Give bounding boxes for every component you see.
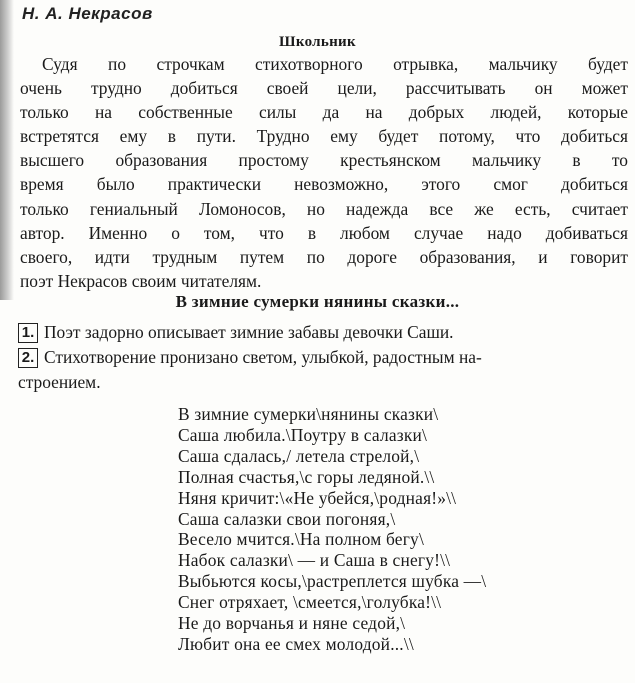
note-text-continuation: строением. [18, 372, 101, 392]
essay-line: только гениальный Ломоносов, но надежда все же есть, считает [20, 198, 628, 219]
essay-line: встретятся ему в пути. Трудно ему будет потому, что добиться [20, 126, 628, 147]
poem-line: Снег отряхает, \смеется,\голубка!\\ [178, 592, 442, 613]
poem-excerpt [178, 404, 618, 655]
poem-line: Выбьются косы,\растреплется шубка —\ [178, 571, 487, 592]
poem-title: В зимние сумерки нянины сказки... [175, 292, 460, 311]
note-number-box: 1. [18, 323, 38, 343]
note-text: Поэт задорно описывает зимние забавы девочки Саши. [44, 322, 454, 342]
essay-line: время было практически невозможно, этого смог добиться [20, 174, 628, 195]
note-text: Стихотворение пронизано светом, улыбкой, радостным на- [44, 347, 482, 367]
poem-line: Не до ворчанья и няне седой,\ [178, 613, 406, 634]
poem-line: Набок салазки\ — и Саша в снегу!\\ [178, 550, 451, 571]
note-item [18, 345, 630, 395]
essay-title: Школьник [279, 34, 356, 50]
analysis-notes [18, 320, 630, 395]
poem-line: Саша любила.\Поутру в салазки\ [178, 424, 428, 445]
poem-line: Няня кричит:\«Не убейся,\родная!»\\ [178, 487, 457, 508]
essay-paragraph [20, 52, 628, 293]
essay-line: своего, идти трудным путем по дороге образования, и говорит [20, 246, 628, 267]
poem-line: В зимние сумерки\нянины сказки\ [178, 404, 439, 424]
note-number-box: 2. [18, 348, 38, 368]
author-heading: Н. А. Некрасов [22, 4, 153, 23]
poem-line: Саша салазки свои погоняя,\ [178, 508, 396, 529]
essay-line: очень трудно добиться своей цели, рассчитывать он может [20, 78, 628, 99]
essay-line: высшего образования простому крестьянском мальчику в то [20, 150, 628, 171]
essay-line: автор. Именно о том, что в любом случае надо добиваться [20, 222, 628, 243]
essay-line: Судя по строчкам стихотворного отрывка, мальчику будет [42, 54, 628, 74]
poem-line: Любит она ее смех молодой...\\ [178, 633, 414, 654]
poem-line: Весело мчится.\На полном бегу\ [178, 529, 424, 550]
essay-line: только на собственные силы да на добрых людей, которые [20, 102, 628, 123]
essay-line: поэт Некрасов своим читателям. [20, 270, 262, 291]
poem-line: Полная счастья,\с горы ледяной.\\ [178, 466, 435, 487]
poem-line: Саша сдалась,/ летела стрелой,\ [178, 445, 420, 466]
note-item [18, 320, 630, 345]
